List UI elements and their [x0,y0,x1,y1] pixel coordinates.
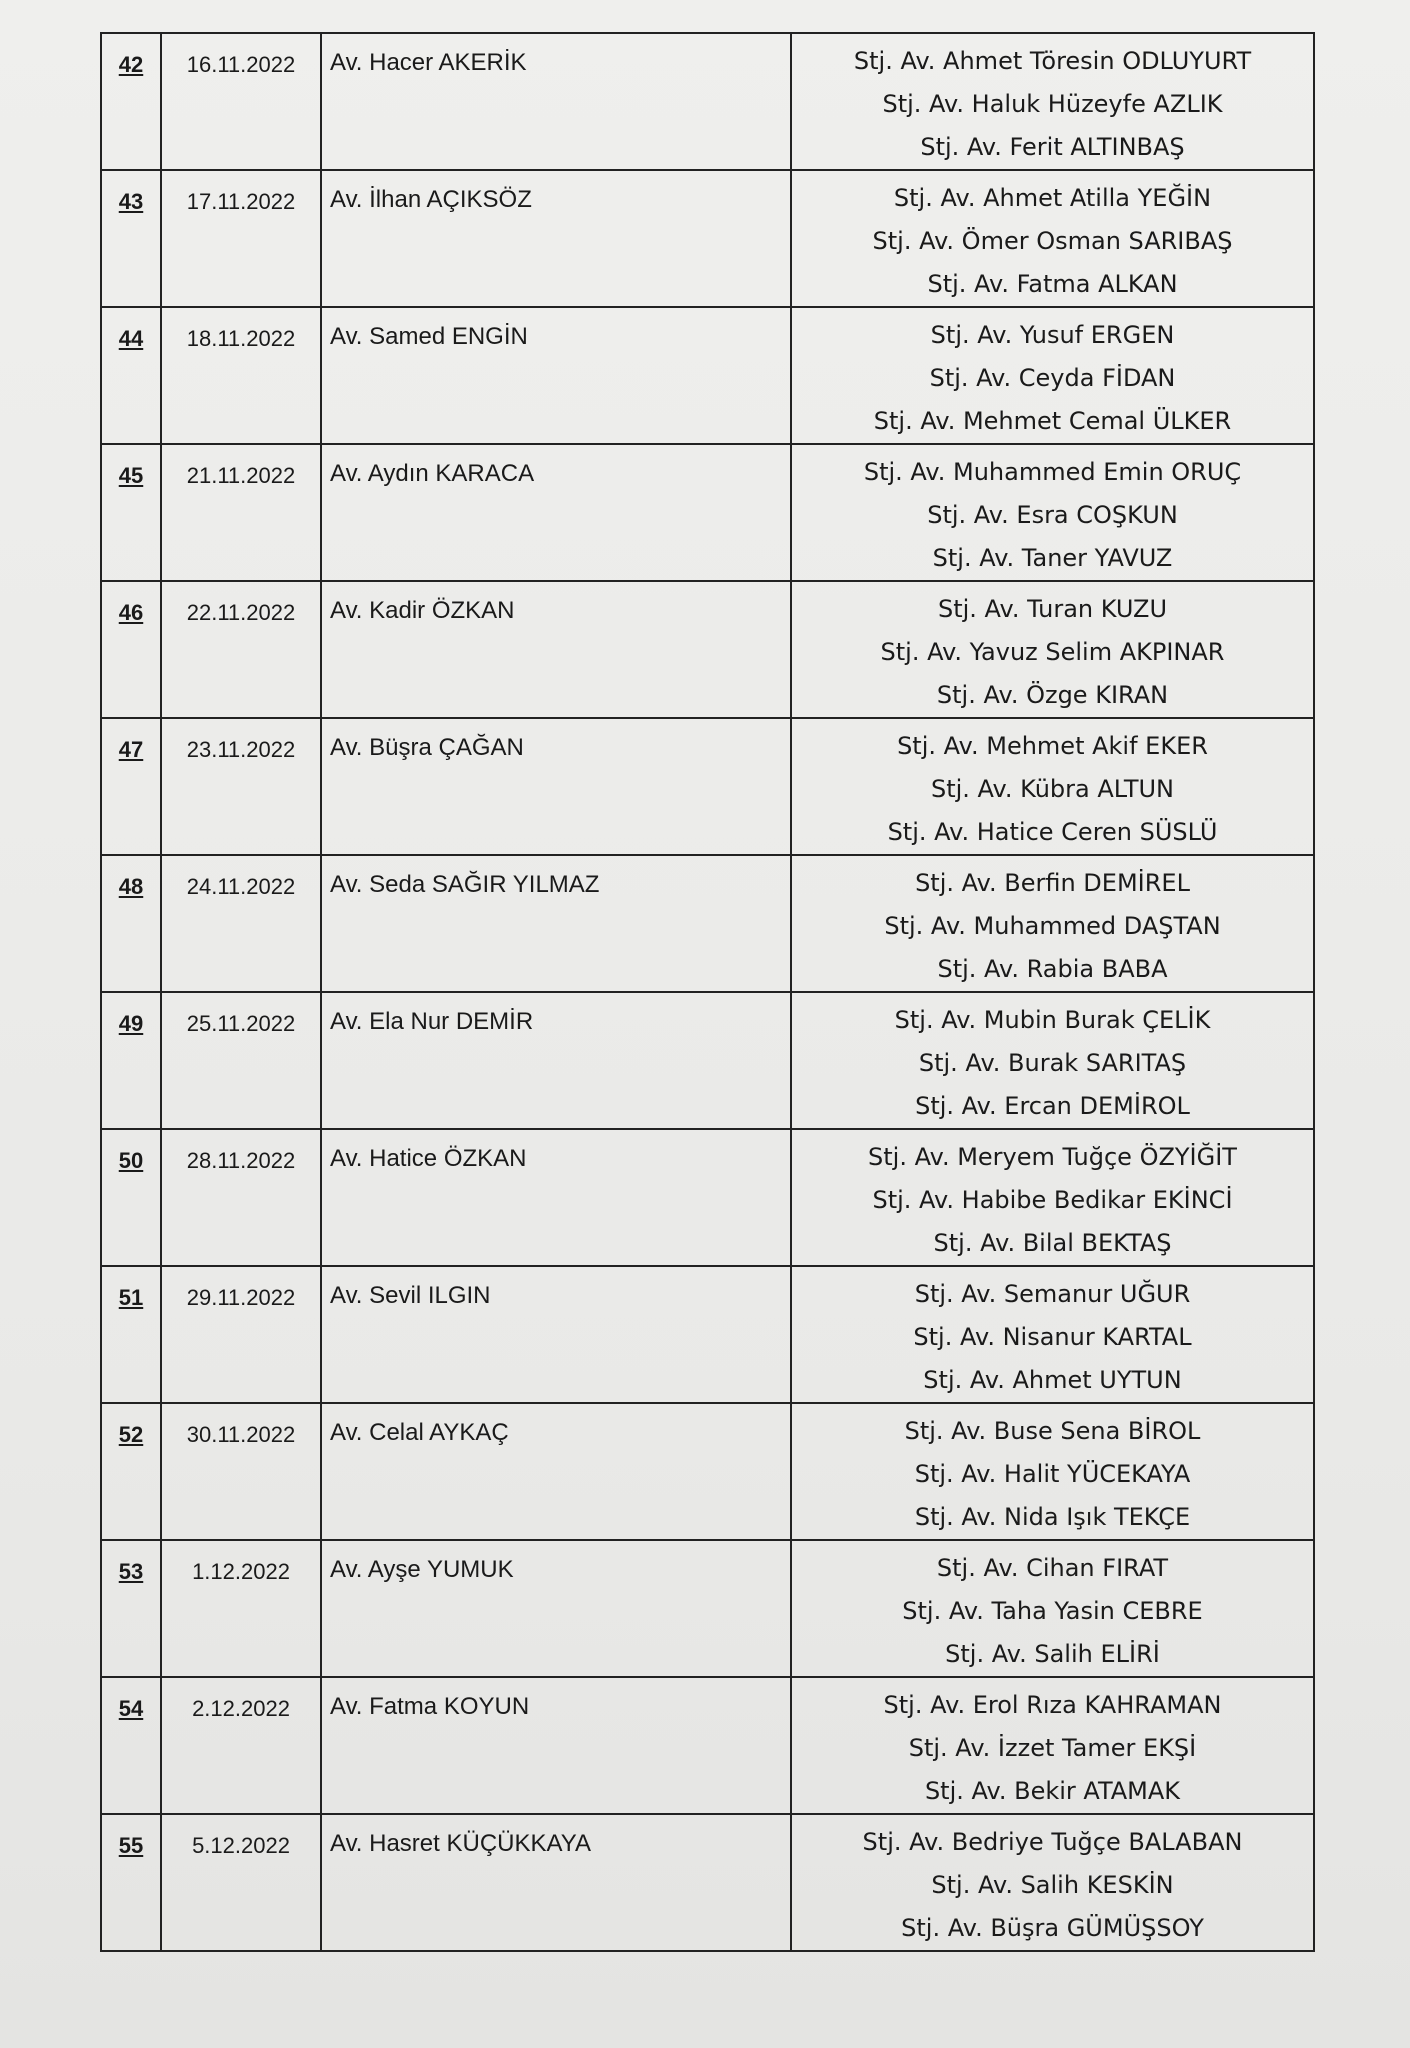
interns-cell [791,718,1314,855]
schedule-body [101,33,1314,1951]
date-cell [161,1677,321,1814]
interns-cell [791,1403,1314,1540]
date: 5.12.2022 [192,1833,290,1858]
row-number-cell [101,307,161,444]
lawyer-cell [321,1814,791,1951]
intern-name: Stj. Av. Mubin Burak ÇELİK [894,1006,1211,1034]
interns-list [792,308,1313,443]
intern-name: Stj. Av. Taha Yasin CEBRE [902,1597,1203,1625]
row-number-cell [101,1540,161,1677]
date-cell [161,1266,321,1403]
intern-name: Stj. Av. Habibe Bedikar EKİNCİ [872,1186,1233,1214]
interns-list [792,856,1313,991]
lawyer-name: Av. Ayşe YUMUK [330,1556,514,1583]
lawyer-name: Av. Aydın KARACA [330,460,535,487]
date-cell [161,444,321,581]
lawyer-cell [321,307,791,444]
table-row [101,992,1314,1129]
lawyer-cell [321,1540,791,1677]
lawyer-cell [321,1266,791,1403]
date: 2.12.2022 [192,1696,290,1721]
intern-name: Stj. Av. Bekir ATAMAK [924,1777,1181,1805]
intern-name: Stj. Av. Cihan FIRAT [936,1554,1169,1582]
row-number-cell [101,444,161,581]
row-number: 50 [118,1148,144,1173]
row-number: 55 [118,1833,144,1858]
lawyer-name: Av. Hatice ÖZKAN [330,1145,527,1172]
date: 18.11.2022 [186,326,296,351]
row-number-cell [101,1266,161,1403]
interns-list [792,1678,1313,1813]
intern-name: Stj. Av. Özge KIRAN [936,681,1169,709]
lawyer-cell [321,170,791,307]
date-cell [161,992,321,1129]
intern-name: Stj. Av. Mehmet Cemal ÜLKER [873,407,1232,435]
row-number-cell [101,1129,161,1266]
interns-list [792,1267,1313,1402]
interns-cell [791,992,1314,1129]
intern-name: Stj. Av. Ferit ALTINBAŞ [920,133,1185,161]
lawyer-cell [321,718,791,855]
table-row [101,581,1314,718]
intern-name: Stj. Av. Buse Sena BİROL [904,1417,1201,1445]
date: 22.11.2022 [186,600,296,625]
table-row [101,1814,1314,1951]
date-cell [161,718,321,855]
intern-name: Stj. Av. Yusuf ERGEN [930,321,1175,349]
intern-name: Stj. Av. İzzet Tamer EKŞİ [908,1734,1197,1762]
interns-cell [791,581,1314,718]
intern-name: Stj. Av. Salih KESKİN [931,1871,1174,1899]
row-number: 52 [118,1422,144,1447]
intern-name: Stj. Av. Salih ELİRİ [945,1640,1160,1668]
date-cell [161,170,321,307]
row-number-cell [101,718,161,855]
row-number: 53 [118,1559,144,1584]
table-row [101,170,1314,307]
intern-name: Stj. Av. Burak SARITAŞ [918,1049,1187,1077]
date: 28.11.2022 [186,1148,296,1173]
interns-list [792,1541,1313,1676]
date-cell [161,581,321,718]
row-number: 48 [118,874,144,899]
interns-cell [791,1266,1314,1403]
interns-cell [791,1677,1314,1814]
intern-name: Stj. Av. Semanur UĞUR [914,1280,1191,1308]
intern-name: Stj. Av. Ahmet UYTUN [923,1366,1182,1394]
lawyer-cell [321,1403,791,1540]
intern-name: Stj. Av. Nisanur KARTAL [913,1323,1192,1351]
row-number-cell [101,992,161,1129]
intern-name: Stj. Av. Ceyda FİDAN [929,364,1176,392]
date: 1.12.2022 [192,1559,290,1584]
table-row [101,307,1314,444]
row-number-cell [101,855,161,992]
row-number: 51 [118,1285,144,1310]
intern-name: Stj. Av. Fatma ALKAN [927,270,1178,298]
intern-name: Stj. Av. Meryem Tuğçe ÖZYİĞİT [868,1143,1237,1171]
intern-name: Stj. Av. Büşra GÜMÜŞSOY [901,1914,1204,1942]
date-cell [161,1129,321,1266]
interns-list [792,582,1313,717]
intern-name: Stj. Av. Kübra ALTUN [930,775,1175,803]
interns-cell [791,444,1314,581]
row-number-cell [101,1814,161,1951]
date-cell [161,1814,321,1951]
lawyer-name: Av. Hacer AKERİK [330,49,527,76]
date-cell [161,1540,321,1677]
schedule-table [100,32,1315,1952]
intern-name: Stj. Av. Ercan DEMİROL [915,1092,1190,1120]
intern-name: Stj. Av. Yavuz Selim AKPINAR [880,638,1225,666]
table-row [101,1266,1314,1403]
intern-name: Stj. Av. Halit YÜCEKAYA [914,1460,1191,1488]
row-number-cell [101,1677,161,1814]
interns-list [792,993,1313,1128]
interns-cell [791,1129,1314,1266]
lawyer-cell [321,1677,791,1814]
lawyer-cell [321,581,791,718]
row-number-cell [101,581,161,718]
table-row [101,718,1314,855]
date: 21.11.2022 [186,463,296,488]
lawyer-name: Av. Seda SAĞIR YILMAZ [330,871,600,898]
date-cell [161,855,321,992]
date: 24.11.2022 [186,874,296,899]
date: 30.11.2022 [186,1422,296,1447]
interns-cell [791,33,1314,170]
intern-name: Stj. Av. Bilal BEKTAŞ [933,1229,1172,1257]
table-row [101,1540,1314,1677]
date: 16.11.2022 [186,52,296,77]
interns-list [792,445,1313,580]
intern-name: Stj. Av. Muhammed Emin ORUÇ [863,458,1242,486]
intern-name: Stj. Av. Hatice Ceren SÜSLÜ [887,818,1218,846]
lawyer-name: Av. Sevil ILGIN [330,1282,491,1309]
interns-list [792,1130,1313,1265]
interns-list [792,171,1313,306]
row-number: 43 [118,189,144,214]
intern-name: Stj. Av. Ömer Osman SARIBAŞ [872,227,1233,255]
intern-name: Stj. Av. Rabia BABA [937,955,1168,983]
lawyer-name: Av. Ela Nur DEMİR [330,1008,534,1035]
row-number: 44 [118,326,144,351]
date: 23.11.2022 [186,737,296,762]
interns-list [792,1815,1313,1950]
lawyer-name: Av. Fatma KOYUN [330,1693,530,1720]
lawyer-name: Av. Büşra ÇAĞAN [330,734,524,761]
row-number-cell [101,170,161,307]
date-cell [161,33,321,170]
row-number: 47 [118,737,144,762]
intern-name: Stj. Av. Ahmet Töresin ODLUYURT [853,47,1252,75]
lawyer-cell [321,444,791,581]
interns-cell [791,1814,1314,1951]
interns-list [792,34,1313,169]
intern-name: Stj. Av. Taner YAVUZ [932,544,1173,572]
date: 17.11.2022 [186,189,296,214]
intern-name: Stj. Av. Bedriye Tuğçe BALABAN [862,1828,1243,1856]
lawyer-cell [321,1129,791,1266]
date-cell [161,307,321,444]
table-row [101,33,1314,170]
interns-cell [791,855,1314,992]
lawyer-name: Av. İlhan AÇIKSÖZ [330,186,532,213]
intern-name: Stj. Av. Haluk Hüzeyfe AZLIK [882,90,1223,118]
date-cell [161,1403,321,1540]
table-row [101,855,1314,992]
interns-cell [791,170,1314,307]
row-number-cell [101,33,161,170]
lawyer-name: Av. Hasret KÜÇÜKKAYA [330,1830,591,1857]
intern-name: Stj. Av. Esra COŞKUN [927,501,1178,529]
table-row [101,1677,1314,1814]
row-number-cell [101,1403,161,1540]
interns-list [792,1404,1313,1539]
intern-name: Stj. Av. Erol Rıza KAHRAMAN [883,1691,1222,1719]
lawyer-name: Av. Celal AYKAÇ [330,1419,509,1446]
intern-name: Stj. Av. Berfin DEMİREL [915,869,1190,897]
row-number: 42 [118,52,144,77]
lawyer-name: Av. Kadir ÖZKAN [330,597,515,624]
lawyer-name: Av. Samed ENGİN [330,323,528,350]
table-row [101,1403,1314,1540]
date: 25.11.2022 [186,1011,296,1036]
row-number: 54 [118,1696,144,1721]
interns-cell [791,1540,1314,1677]
row-number: 45 [118,463,144,488]
intern-name: Stj. Av. Turan KUZU [937,595,1168,623]
date: 29.11.2022 [186,1285,296,1310]
intern-name: Stj. Av. Ahmet Atilla YEĞİN [893,184,1212,212]
intern-name: Stj. Av. Mehmet Akif EKER [897,732,1208,760]
lawyer-cell [321,33,791,170]
lawyer-cell [321,855,791,992]
intern-name: Stj. Av. Nida Işık TEKÇE [914,1503,1191,1531]
lawyer-cell [321,992,791,1129]
row-number: 49 [118,1011,144,1036]
table-row [101,1129,1314,1266]
table-row [101,444,1314,581]
intern-name: Stj. Av. Muhammed DAŞTAN [884,912,1221,940]
interns-list [792,719,1313,854]
row-number: 46 [118,600,144,625]
interns-cell [791,307,1314,444]
